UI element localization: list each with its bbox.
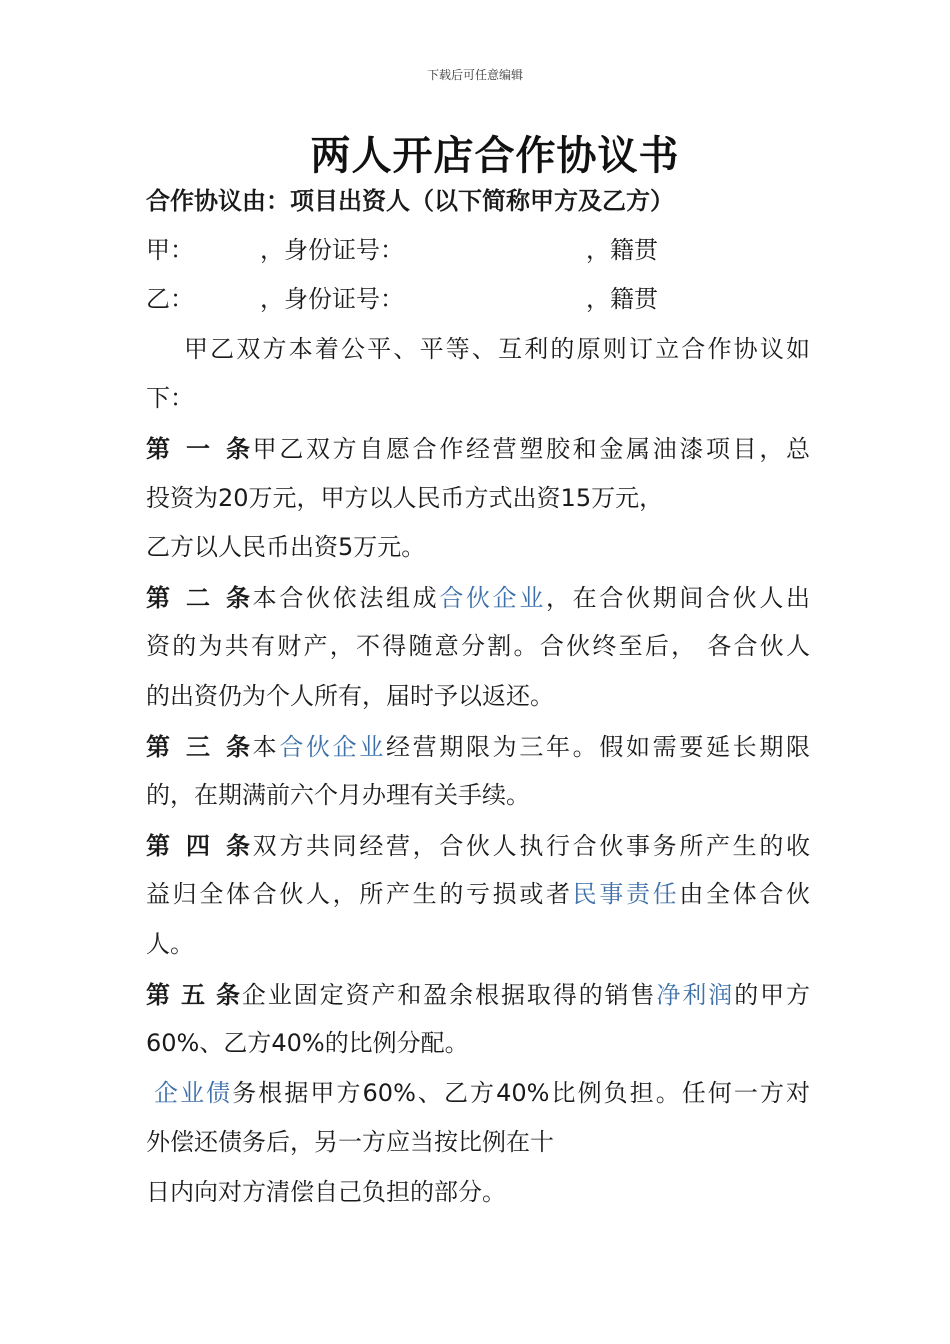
- article-1-text-1: 甲乙双方自愿合作经营塑胶和金属油漆项目，总: [250, 434, 810, 463]
- document-title: 两人开店合作协议书: [310, 132, 680, 179]
- party-a-investment-amount: 15: [560, 483, 592, 512]
- article-2-line-1: [146, 573, 810, 623]
- article-5-text-2b: 、乙方: [199, 1029, 272, 1058]
- page-header-note: 下载后可任意编辑: [426, 68, 523, 82]
- party-a-label: 甲：: [146, 235, 194, 264]
- party-b-origin-label: ，籍贯: [586, 285, 658, 314]
- party-a-line: [146, 226, 810, 276]
- document-body: [146, 176, 810, 1217]
- party-a-origin-label: ，籍贯: [586, 235, 658, 264]
- article-3-label: 第三条: [146, 731, 250, 761]
- article-5-text-2d: 的比例分配。: [324, 1029, 469, 1058]
- article-4-line-3: 人。: [146, 929, 194, 958]
- debt-text-1c: 比例负担。任何一方对: [549, 1078, 810, 1107]
- debt-text-1a: 务根据甲方: [232, 1078, 363, 1107]
- debt-text-1b: 、乙方: [415, 1078, 497, 1107]
- net-profit-link[interactable]: 净利润: [656, 980, 735, 1009]
- article-1-text-2b: 万元，甲方以人民币方式出资: [248, 483, 561, 512]
- partnership-enterprise-link-2[interactable]: 合伙企业: [279, 732, 387, 761]
- party-a-id-label: ，身份证号：: [260, 235, 404, 264]
- debt-line-2: 外偿还债务后，另一方应当按比例在十: [146, 1128, 554, 1157]
- party-a-debt-share: 60%: [362, 1078, 416, 1107]
- party-b-investment-amount: 5: [338, 533, 354, 562]
- article-1-line-1: [146, 424, 810, 474]
- article-4-text-2b: 由全体合伙: [679, 880, 810, 909]
- article-1-text-3b: 万元。: [353, 533, 426, 562]
- article-5-label: 第五条: [146, 979, 240, 1009]
- debt-line-1: [146, 1069, 810, 1119]
- party-b-line: [146, 275, 810, 325]
- article-2-label: 第二条: [146, 582, 250, 612]
- party-b-id-label: ，身份证号：: [260, 285, 404, 314]
- article-3-text-1a: 本: [250, 732, 280, 761]
- party-b-debt-share: 40%: [496, 1078, 550, 1107]
- article-2-line-2: 资的为共有财产，不得随意分割。合伙终至后， 各合伙人: [146, 632, 810, 661]
- article-4-line-1: [146, 821, 810, 871]
- article-2-text-1a: 本合伙依法组成: [250, 583, 440, 612]
- article-3-line-1: [146, 722, 810, 772]
- intro-line: 合作协议由：项目出资人（以下简称甲方及乙方）: [146, 186, 674, 215]
- article-1-line-3: [146, 523, 810, 573]
- article-3-line-2: 的，在期满前六个月办理有关手续。: [146, 781, 530, 810]
- party-a-profit-share: 60%: [146, 1029, 200, 1058]
- partnership-enterprise-link[interactable]: 合伙企业: [439, 583, 547, 612]
- article-1-label: 第一条: [146, 433, 250, 463]
- corporate-debt-link[interactable]: 企业债: [152, 1078, 233, 1107]
- preamble-line-2: 下：: [146, 384, 194, 413]
- article-5-text-1b: 的甲方: [734, 980, 810, 1009]
- party-b-profit-share: 40%: [271, 1029, 325, 1058]
- article-5-line-2: [146, 1019, 810, 1069]
- total-investment-amount: 20: [218, 483, 249, 512]
- party-b-label: 乙：: [146, 285, 194, 314]
- article-1-line-2: [146, 474, 810, 524]
- debt-line-3: 日内向对方清偿自己负担的部分。: [146, 1177, 506, 1206]
- article-4-line-2: [146, 870, 810, 920]
- preamble-line-1: 甲乙双方本着公平、平等、互利的原则订立合作协议如: [184, 334, 810, 363]
- article-4-text-2a: 益归全体合伙人，所产生的亏损或者: [146, 880, 573, 909]
- article-1-text-2a: 投资为: [146, 483, 218, 512]
- article-5-text-1a: 企业固定资产和盈余根据取得的销售: [240, 980, 657, 1009]
- civil-liability-link[interactable]: 民事责任: [572, 880, 680, 909]
- article-3-text-1b: 经营期限为三年。假如需要延长期限: [386, 732, 810, 761]
- article-4-label: 第四条: [146, 830, 250, 860]
- article-4-text-1: 双方共同经营，合伙人执行合伙事务所产生的收: [250, 831, 810, 860]
- article-1-text-2c: 万元，: [591, 483, 664, 512]
- article-2-text-1b: ，在合伙期间合伙人出: [546, 583, 810, 612]
- article-2-line-3: 的出资仍为个人所有，届时予以返还。: [146, 681, 554, 710]
- article-5-line-1: [146, 970, 810, 1020]
- article-1-text-3a: 乙方以人民币出资: [146, 533, 338, 562]
